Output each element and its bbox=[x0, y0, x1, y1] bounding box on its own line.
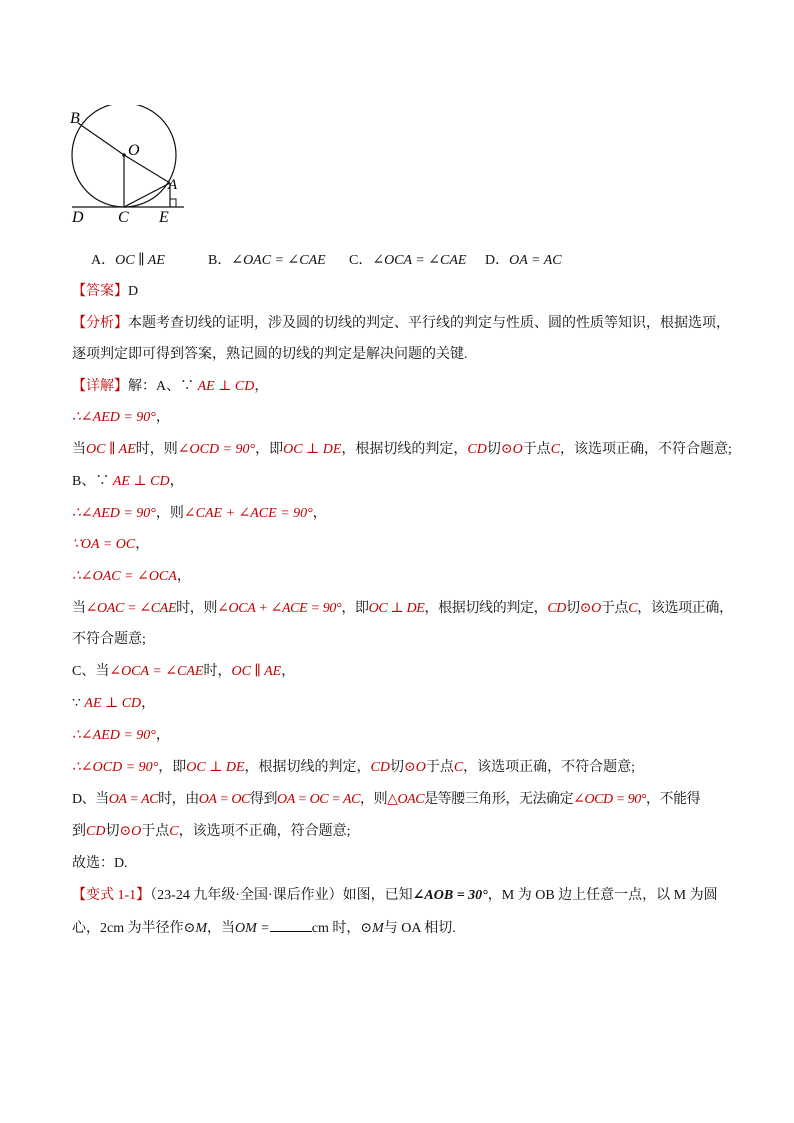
analysis-tag: 【分析】 bbox=[72, 316, 128, 331]
detail-line-7: ∴∠OAC = ∠OCA， bbox=[72, 569, 191, 584]
answer-blank[interactable] bbox=[270, 918, 312, 932]
detail-line-12: ∴∠AED = 90°， bbox=[72, 728, 170, 743]
variant-line-2: 心，2cm 为半径作⊙M，当OM = cm 时，⊙M与 OA 相切. bbox=[72, 918, 456, 939]
detail-line-4: B、∵ AE ⊥ CD， bbox=[72, 474, 184, 489]
label-d: D bbox=[72, 209, 84, 226]
option-a[interactable]: A．OC ∥ AE bbox=[91, 253, 165, 268]
detail-line-6: ∵OA = OC， bbox=[72, 537, 150, 552]
label-a: A bbox=[168, 177, 178, 193]
option-c[interactable]: C．∠OCA = ∠CAE bbox=[349, 253, 467, 268]
variant-line-1: 【变式 1-1】（23-24 九年级·全国·课后作业）如图，已知∠AOB = 30°，M 为 OB 边上任意一点，以 M 为圆 bbox=[72, 888, 718, 903]
segment-oa bbox=[124, 155, 170, 183]
analysis-line-2: 逐项判定即可得到答案，熟记圆的切线的判定是解决问题的关键. bbox=[72, 347, 468, 362]
right-angle-mark bbox=[170, 199, 176, 207]
detail-line-11: ∵ AE ⊥ CD， bbox=[72, 696, 156, 711]
detail-line-14: D、当OA = AC时，由OA = OC得到OA = OC = AC，则△OAC是等腰三角形，无法确定∠OCD = 90°，不能得 bbox=[72, 792, 701, 807]
label-c: C bbox=[118, 209, 129, 226]
segment-ca bbox=[124, 183, 170, 207]
detail-line-9: 不符合题意; bbox=[72, 632, 146, 647]
circle-tangent-figure bbox=[66, 105, 196, 230]
detail-line-3: 当OC ∥ AE时，则∠OCD = 90°，即OC ⊥ DE，根据切线的判定，CD切⊙O于点C，该选项正确，不符合题意; bbox=[72, 442, 732, 457]
label-b: B bbox=[70, 110, 80, 127]
answer-line bbox=[72, 282, 138, 302]
detail-line-8: 当∠OAC = ∠CAE时，则∠OCA + ∠ACE = 90°，即OC ⊥ DE，根据切线的判定，CD切⊙O于点C，该选项正确， bbox=[72, 601, 733, 616]
center-dot bbox=[122, 153, 126, 157]
answer-tag: 【答案】 bbox=[72, 284, 128, 299]
detail-line-15: 到CD切⊙O于点C，该选项不正确，符合题意; bbox=[72, 824, 351, 839]
option-b[interactable]: B．∠OAC = ∠CAE bbox=[208, 253, 326, 268]
label-o: O bbox=[128, 142, 140, 159]
detail-line-1: 【详解】解：A、∵ AE ⊥ CD， bbox=[72, 379, 269, 394]
detail-line-5: ∴∠AED = 90°，则∠CAE + ∠ACE = 90°， bbox=[72, 506, 327, 521]
detail-line-10: C、当∠OCA = ∠CAE时，OC ∥ AE， bbox=[72, 664, 296, 679]
detail-line-16: 故选：D. bbox=[72, 856, 128, 871]
segment-bo bbox=[78, 123, 124, 155]
option-d[interactable]: D．OA = AC bbox=[485, 253, 562, 268]
detail-line-13: ∴∠OCD = 90°，即OC ⊥ DE，根据切线的判定，CD切⊙O于点C，该选项正确，不符合题意; bbox=[72, 760, 636, 775]
variant-tag: 【变式 1-1】 bbox=[72, 888, 151, 903]
answer-value: D bbox=[128, 284, 139, 299]
detail-tag: 【详解】 bbox=[72, 379, 128, 394]
detail-line-2: ∴∠AED = 90°， bbox=[72, 410, 170, 425]
analysis-line-1: 【分析】本题考查切线的证明，涉及圆的切线的判定、平行线的判定与性质、圆的性质等知识，根据选项， bbox=[72, 316, 730, 331]
label-e: E bbox=[159, 209, 169, 226]
